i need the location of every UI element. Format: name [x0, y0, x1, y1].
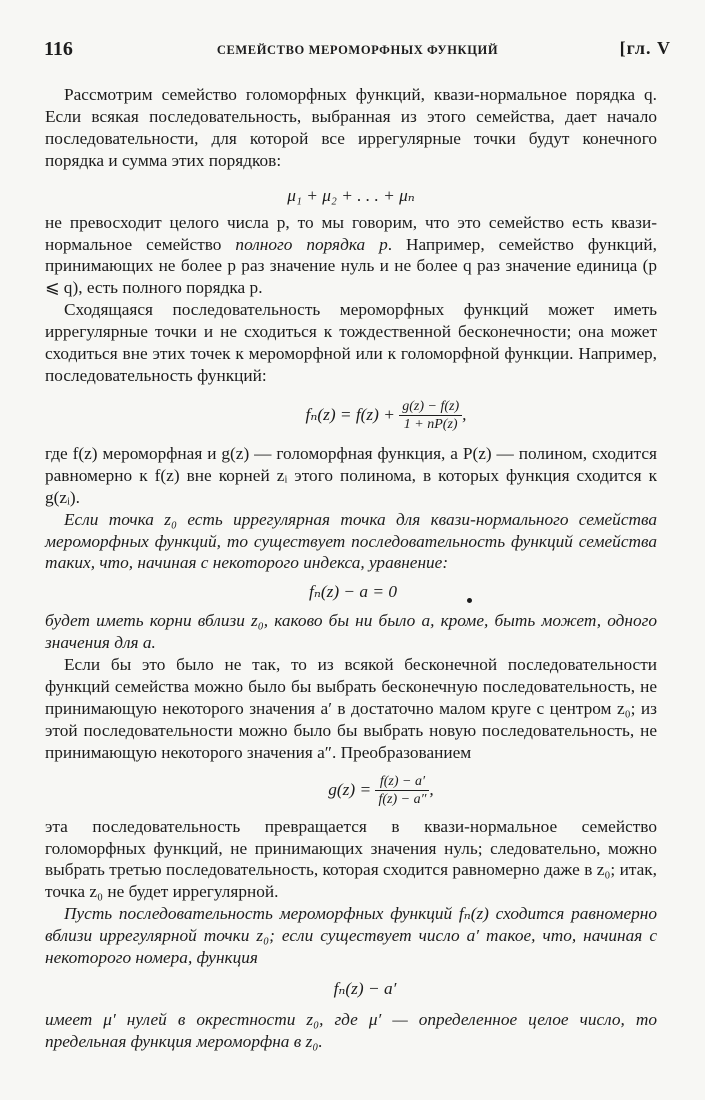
paragraph-2: [45, 212, 657, 300]
paragraph-4: где f(z) мероморфная и g(z) — голоморфная функция, а P(z) — полином, сходится равномерно к f(z) вне корней zᵢ этого полинома, в которых функция сходится к g(zᵢ).: [45, 443, 657, 507]
equation-function: fₙ(z) − a′: [333, 979, 397, 998]
theorem-statement: Если точка z₀ есть иррегулярная точка для квази-нормального семейства мероморфных функций, то существует последовательность функций семейства таких, что, начиная с некоторого индекса, уравнение:: [45, 509, 657, 573]
theorem-statement-end: будет иметь корни вблизи z₀, каково бы ни было a, кроме, быть может, одного значения для a.: [45, 611, 657, 653]
paragraph-1: Рассмотрим семейство голоморфных функций, квази-нормальное порядка q. Если всякая последовательность, выбранная из этого семейства, дает начало последовательности, для которой все иррегулярные точки будут конечного порядка и сумма этих порядков:: [45, 85, 657, 170]
fraction-denominator: f(z) − a″: [375, 790, 429, 808]
equation-transform: [105, 764, 657, 816]
fraction-denominator: 1 + nP(z): [399, 415, 462, 433]
equation-sequence-left: fₙ(z) = f(z) +: [305, 404, 395, 424]
equation-sequence: [115, 387, 657, 443]
page-body: [45, 84, 657, 1053]
chapter-label: [гл. V: [619, 38, 671, 58]
equation-transform-tail: ,: [429, 779, 434, 799]
theorem-2-statement: Пусть последовательность мероморфных функций fₙ(z) сходится равномерно вблизи иррегулярной точки z₀; если существует число a′ такое, что, начиная с некоторого номера, функция: [45, 904, 657, 968]
theorem-2-statement-end: имеет μ′ нулей в окрестности z₀, где μ′ — определенное целое число, то предельная функция мероморфна в z₀.: [45, 1010, 657, 1051]
equation-sequence-tail: ,: [462, 404, 467, 424]
equation-transform-fraction: [375, 773, 429, 808]
ink-dot: [467, 598, 472, 603]
paragraph-proof-end: эта последовательность превращается в квази-нормальное семейство голоморфных функций, не принимающих значения нуль; следовательно, можно выбрать третью последовательность, которая сходится равномерно даже в z₀; итак, точка z₀ не будет иррегулярной.: [45, 816, 657, 902]
page-header: [44, 38, 671, 68]
equation-sequence-fraction: [399, 398, 462, 433]
equation-roots: fₙ(z) − a = 0: [309, 582, 397, 602]
paragraph-2-emphasis: полного порядка p: [235, 234, 388, 254]
paragraph-3: Сходящаяся последовательность мероморфных функций может иметь иррегулярные точки и не сходиться к тождественной бесконечности; она может сходиться вне этих точек к мероморфной или к голоморфной функции. Например, последовательность функций:: [45, 300, 657, 385]
paragraph-2-tail: . Например, семейство функций, принимающих не более p раз значение нуль и не более q раз значение единица (p ⩽ q), есть полного порядка p.: [45, 234, 657, 298]
paragraph-proof: Если бы это было не так, то из всякой бесконечной последовательности функций семейства можно было бы выбрать бесконечную последовательность, не принимающую некоторого значения a′ в достаточно малом круге с центром z₀; из этой последовательности можно было бы выбрать новую последовательность, не принимающую некоторого значения a″. Преобразованием: [45, 655, 657, 762]
equation-sum-orders: μ₁ + μ₂ + . . . + μₙ: [287, 185, 415, 205]
paragraph-2-text: не превосходит целого числа p, то мы говорим, что это семейство есть квази-нормальное семейство: [45, 212, 657, 254]
page-number: 116: [44, 38, 73, 60]
fraction-numerator: g(z) − f(z): [402, 399, 460, 415]
equation-transform-left: g(z) =: [328, 779, 372, 799]
fraction-numerator: f(z) − a′: [379, 774, 426, 790]
running-title: СЕМЕЙСТВО МЕРОМОРФНЫХ ФУНКЦИЙ: [216, 43, 499, 57]
